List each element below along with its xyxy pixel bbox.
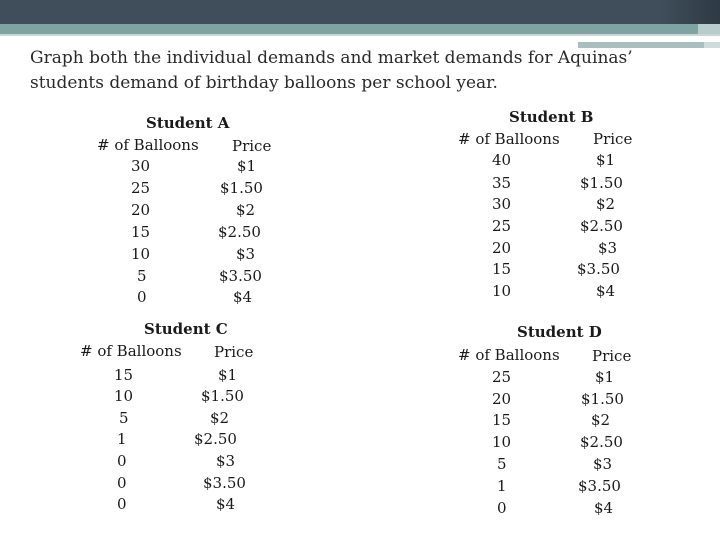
student-b-price-header: Price [593, 130, 633, 148]
balloons-cell: 0 [117, 474, 127, 492]
price-cell: $3 [236, 245, 256, 263]
student-a-balloons-header: # of Balloons [97, 136, 199, 154]
price-cell: $4 [233, 288, 253, 306]
balloons-cell: 10 [114, 387, 134, 405]
balloons-cell: 20 [492, 390, 512, 408]
balloons-cell: 15 [131, 223, 151, 241]
price-cell: $2.50 [580, 217, 623, 235]
student-d-price-header: Price [592, 347, 632, 365]
student-b-heading: Student B [509, 108, 594, 126]
balloons-cell: 1 [117, 430, 127, 448]
balloons-cell: 25 [492, 368, 512, 386]
price-cell: $3.50 [203, 474, 246, 492]
price-cell: $3.50 [578, 477, 621, 495]
price-cell: $2.50 [580, 433, 623, 451]
balloons-cell: 15 [492, 260, 512, 278]
balloons-cell: 0 [137, 288, 147, 306]
price-cell: $4 [596, 282, 616, 300]
balloons-cell: 5 [497, 455, 507, 473]
balloons-cell: 0 [117, 452, 127, 470]
price-cell: $3.50 [219, 267, 262, 285]
price-cell: $1 [595, 368, 615, 386]
header-divider [0, 34, 720, 36]
balloons-cell: 5 [137, 267, 147, 285]
price-cell: $1.50 [580, 174, 623, 192]
student-d-balloons-header: # of Balloons [458, 346, 560, 364]
student-a-price-header: Price [232, 137, 272, 155]
balloons-cell: 30 [131, 157, 151, 175]
price-cell: $3 [216, 452, 236, 470]
balloons-cell: 30 [492, 195, 512, 213]
balloons-cell: 1 [497, 477, 507, 495]
student-c-price-header: Price [214, 343, 254, 361]
student-c-balloons-header: # of Balloons [80, 342, 182, 360]
balloons-cell: 15 [114, 366, 134, 384]
price-cell: $1.50 [201, 387, 244, 405]
slide-title: Graph both the individual demands and market demands for Aquinas’ students demand of birthday balloons per school year. [30, 48, 633, 93]
balloons-cell: 20 [131, 201, 151, 219]
price-cell: $2.50 [218, 223, 261, 241]
slide-accent-bar [0, 24, 720, 34]
price-cell: $2 [236, 201, 256, 219]
student-c-heading: Student C [144, 320, 228, 338]
balloons-cell: 25 [131, 179, 151, 197]
title-accent-tip [704, 42, 720, 48]
balloons-cell: 40 [492, 151, 512, 169]
price-cell: $3 [598, 239, 618, 257]
price-cell: $1 [596, 151, 616, 169]
student-b-balloons-header: # of Balloons [458, 130, 560, 148]
price-cell: $1.50 [220, 179, 263, 197]
price-cell: $3.50 [577, 260, 620, 278]
slide-header-bar [0, 0, 720, 24]
price-cell: $4 [594, 499, 614, 517]
price-cell: $1 [218, 366, 238, 384]
balloons-cell: 25 [492, 217, 512, 235]
price-cell: $2 [596, 195, 616, 213]
accent-bar-end [698, 24, 720, 34]
student-a-heading: Student A [146, 114, 230, 132]
student-d-heading: Student D [517, 323, 602, 341]
price-cell: $2 [591, 411, 611, 429]
balloons-cell: 35 [492, 174, 512, 192]
balloons-cell: 0 [497, 499, 507, 517]
balloons-cell: 10 [131, 245, 151, 263]
balloons-cell: 0 [117, 495, 127, 513]
price-cell: $3 [593, 455, 613, 473]
balloons-cell: 10 [492, 433, 512, 451]
price-cell: $2.50 [194, 430, 237, 448]
header-bar-fade [660, 0, 720, 24]
price-cell: $4 [216, 495, 236, 513]
price-cell: $2 [210, 409, 230, 427]
price-cell: $1.50 [581, 390, 624, 408]
price-cell: $1 [237, 157, 257, 175]
balloons-cell: 5 [119, 409, 129, 427]
balloons-cell: 20 [492, 239, 512, 257]
balloons-cell: 15 [492, 411, 512, 429]
balloons-cell: 10 [492, 282, 512, 300]
